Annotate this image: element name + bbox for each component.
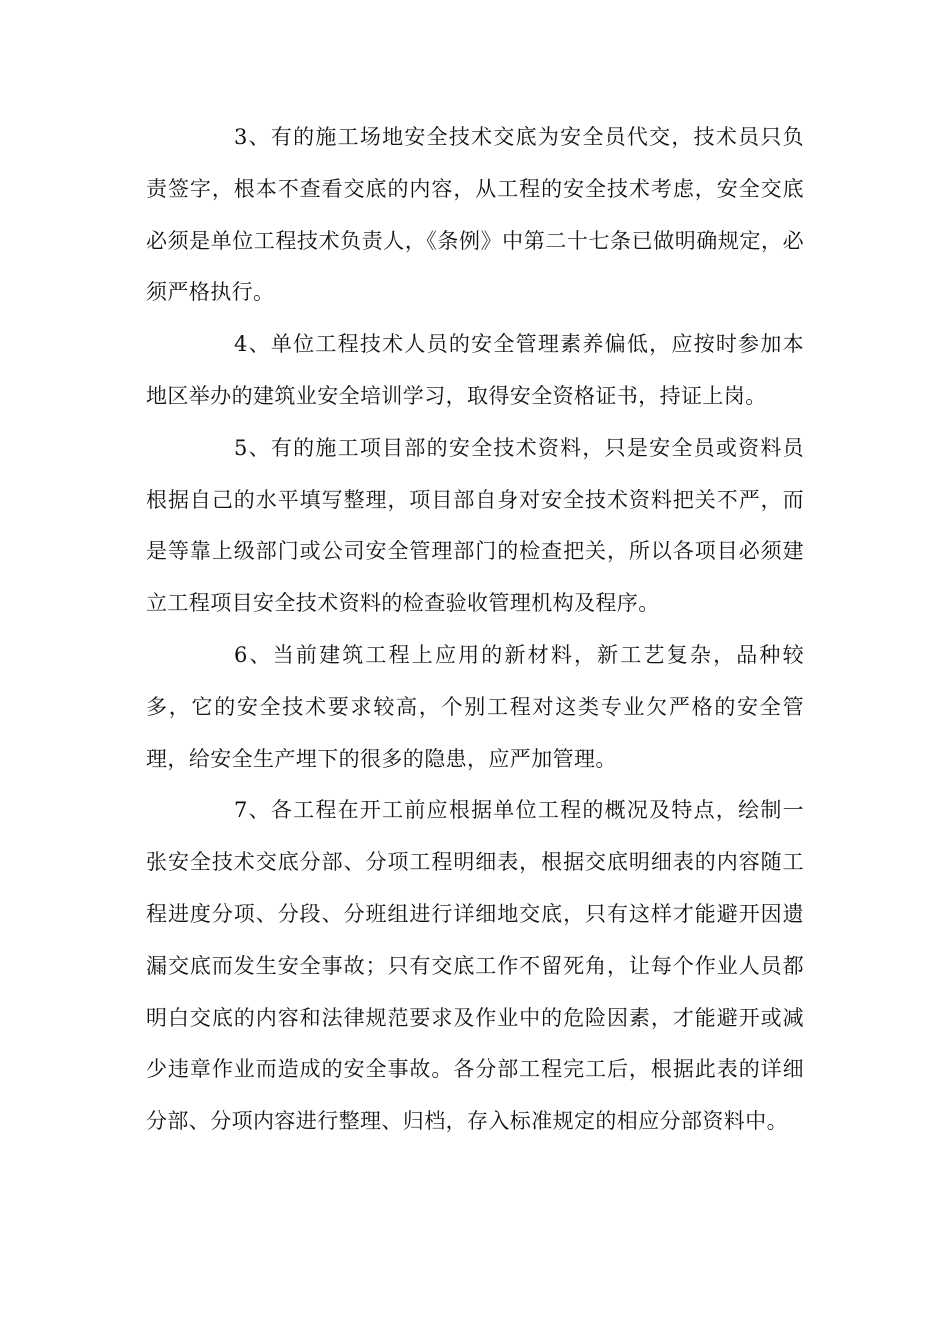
paragraph-5: 5、有的施工项目部的安全技术资料，只是安全员或资料员根据自己的水平填写整理，项目部自身对安全技术资料把关不严，而是等靠上级部门或公司安全管理部门的检查把关，所以各项目必须建立工程项目安全技术资料的检查验收管理机构及程序。 <box>146 435 804 616</box>
paragraph-6: 6、当前建筑工程上应用的新材料，新工艺复杂，品种较多，它的安全技术要求较高，个别工程对这类专业欠严格的安全管理，给安全生产埋下的很多的隐患，应严加管理。 <box>146 642 804 771</box>
paragraph-3: 3、有的施工场地安全技术交底为安全员代交，技术员只负责签字，根本不查看交底的内容，从工程的安全技术考虑，安全交底必须是单位工程技术负责人，《条例》中第二十七条已做明确规定，必须严格执行。 <box>146 125 804 305</box>
paragraph-7: 7、各工程在开工前应根据单位工程的概况及特点，绘制一张安全技术交底分部、分项工程明细表，根据交底明细表的内容随工程进度分项、分段、分班组进行详细地交底，只有这样才能避开因遗漏交底而发生安全事故；只有交底工作不留死角，让每个作业人员都明白交底的内容和法律规范要求及作业中的危险因素，才能避开或减少违章作业而造成的安全事故。各分部工程完工后，根据此表的详细分部、分项内容进行整理、归档，存入标准规定的相应分部资料中。 <box>146 798 804 1134</box>
paragraph-4: 4、单位工程技术人员的安全管理素养偏低，应按时参加本地区举办的建筑业安全培训学习，取得安全资格证书，持证上岗。 <box>146 332 804 408</box>
document-body <box>146 112 804 1148</box>
